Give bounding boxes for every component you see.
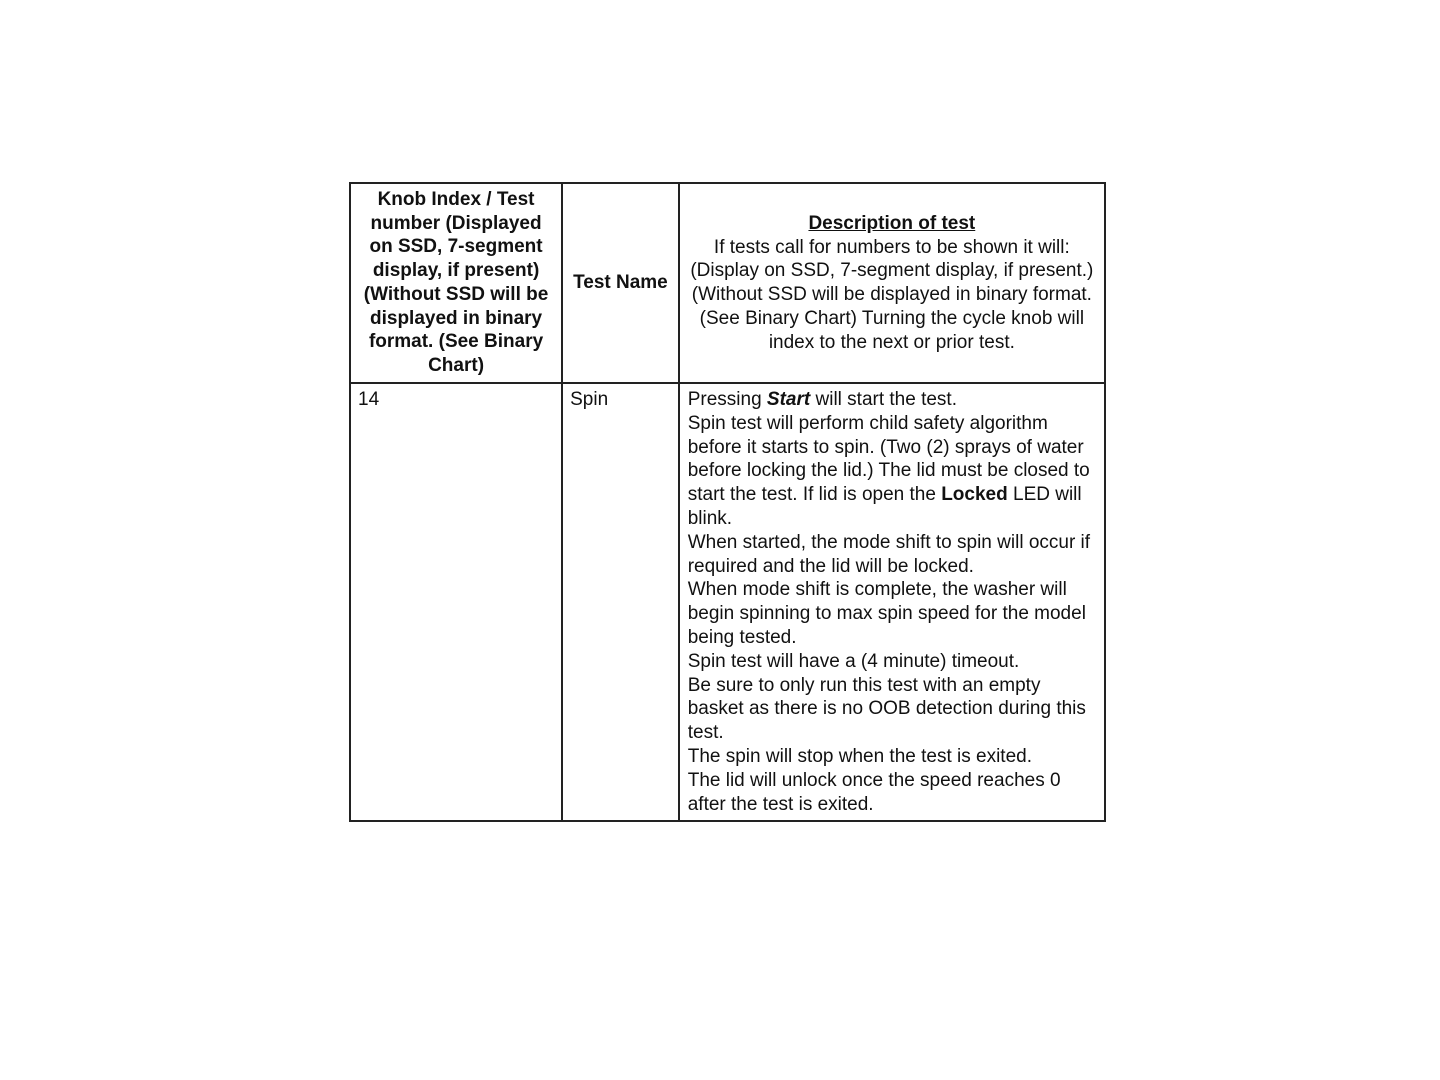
header-test-name-text: Test Name — [573, 272, 668, 294]
description-text: will start the test. — [810, 389, 957, 410]
description-text: Spin test will perform child safety algorithm before it starts to spin. (Two (2) sprays of water before locking the lid.) The lid must be closed to start the test. If lid is open the — [687, 412, 1090, 506]
description-text: Pressing — [687, 389, 767, 410]
description-line-start — [688, 388, 1096, 412]
header-description — [679, 183, 1105, 383]
description-child-safety — [688, 412, 1096, 531]
knob-index-value: 14 — [358, 389, 380, 410]
header-test-name — [562, 183, 679, 383]
start-keyword: Start — [766, 389, 811, 410]
header-description-note: If tests call for numbers to be shown it will: (Display on SSD, 7-segment display, if present.) (Without SSD will be displayed in binary format. (See Binary Chart) Turning the cycle knob will index to the next or prior test. — [690, 236, 1094, 353]
description-unlock: The lid will unlock once the speed reaches 0 after the test is exited. — [687, 769, 1061, 815]
cell-description — [679, 383, 1105, 821]
table-row — [350, 383, 1105, 821]
table-header-row — [350, 183, 1105, 383]
description-empty-basket: Be sure to only run this test with an empty basket as there is no OOB detection during this test. — [687, 674, 1086, 744]
description-text: LED will blink. — [687, 484, 1082, 529]
description-max-spin: When mode shift is complete, the washer will begin spinning to max spin speed for the model being tested. — [687, 579, 1086, 648]
description-mode-shift: When started, the mode shift to spin will occur if required and the lid will be locked. — [687, 531, 1091, 577]
cell-knob-index — [350, 383, 562, 821]
locked-keyword: Locked — [941, 484, 1008, 506]
cell-test-name — [562, 383, 679, 821]
test-description-table — [349, 182, 1106, 822]
description-stop: The spin will stop when the test is exited. — [687, 745, 1033, 767]
header-knob-index — [350, 183, 562, 383]
description-timeout: Spin test will have a (4 minute) timeout. — [687, 650, 1020, 672]
header-knob-index-text: Knob Index / Test number (Displayed on SSD, 7-segment display, if present) (Without SSD will be displayed in binary format. (See Binary Chart) — [363, 189, 549, 376]
test-name-value: Spin — [570, 389, 609, 410]
header-description-title: Description of test — [808, 213, 976, 234]
